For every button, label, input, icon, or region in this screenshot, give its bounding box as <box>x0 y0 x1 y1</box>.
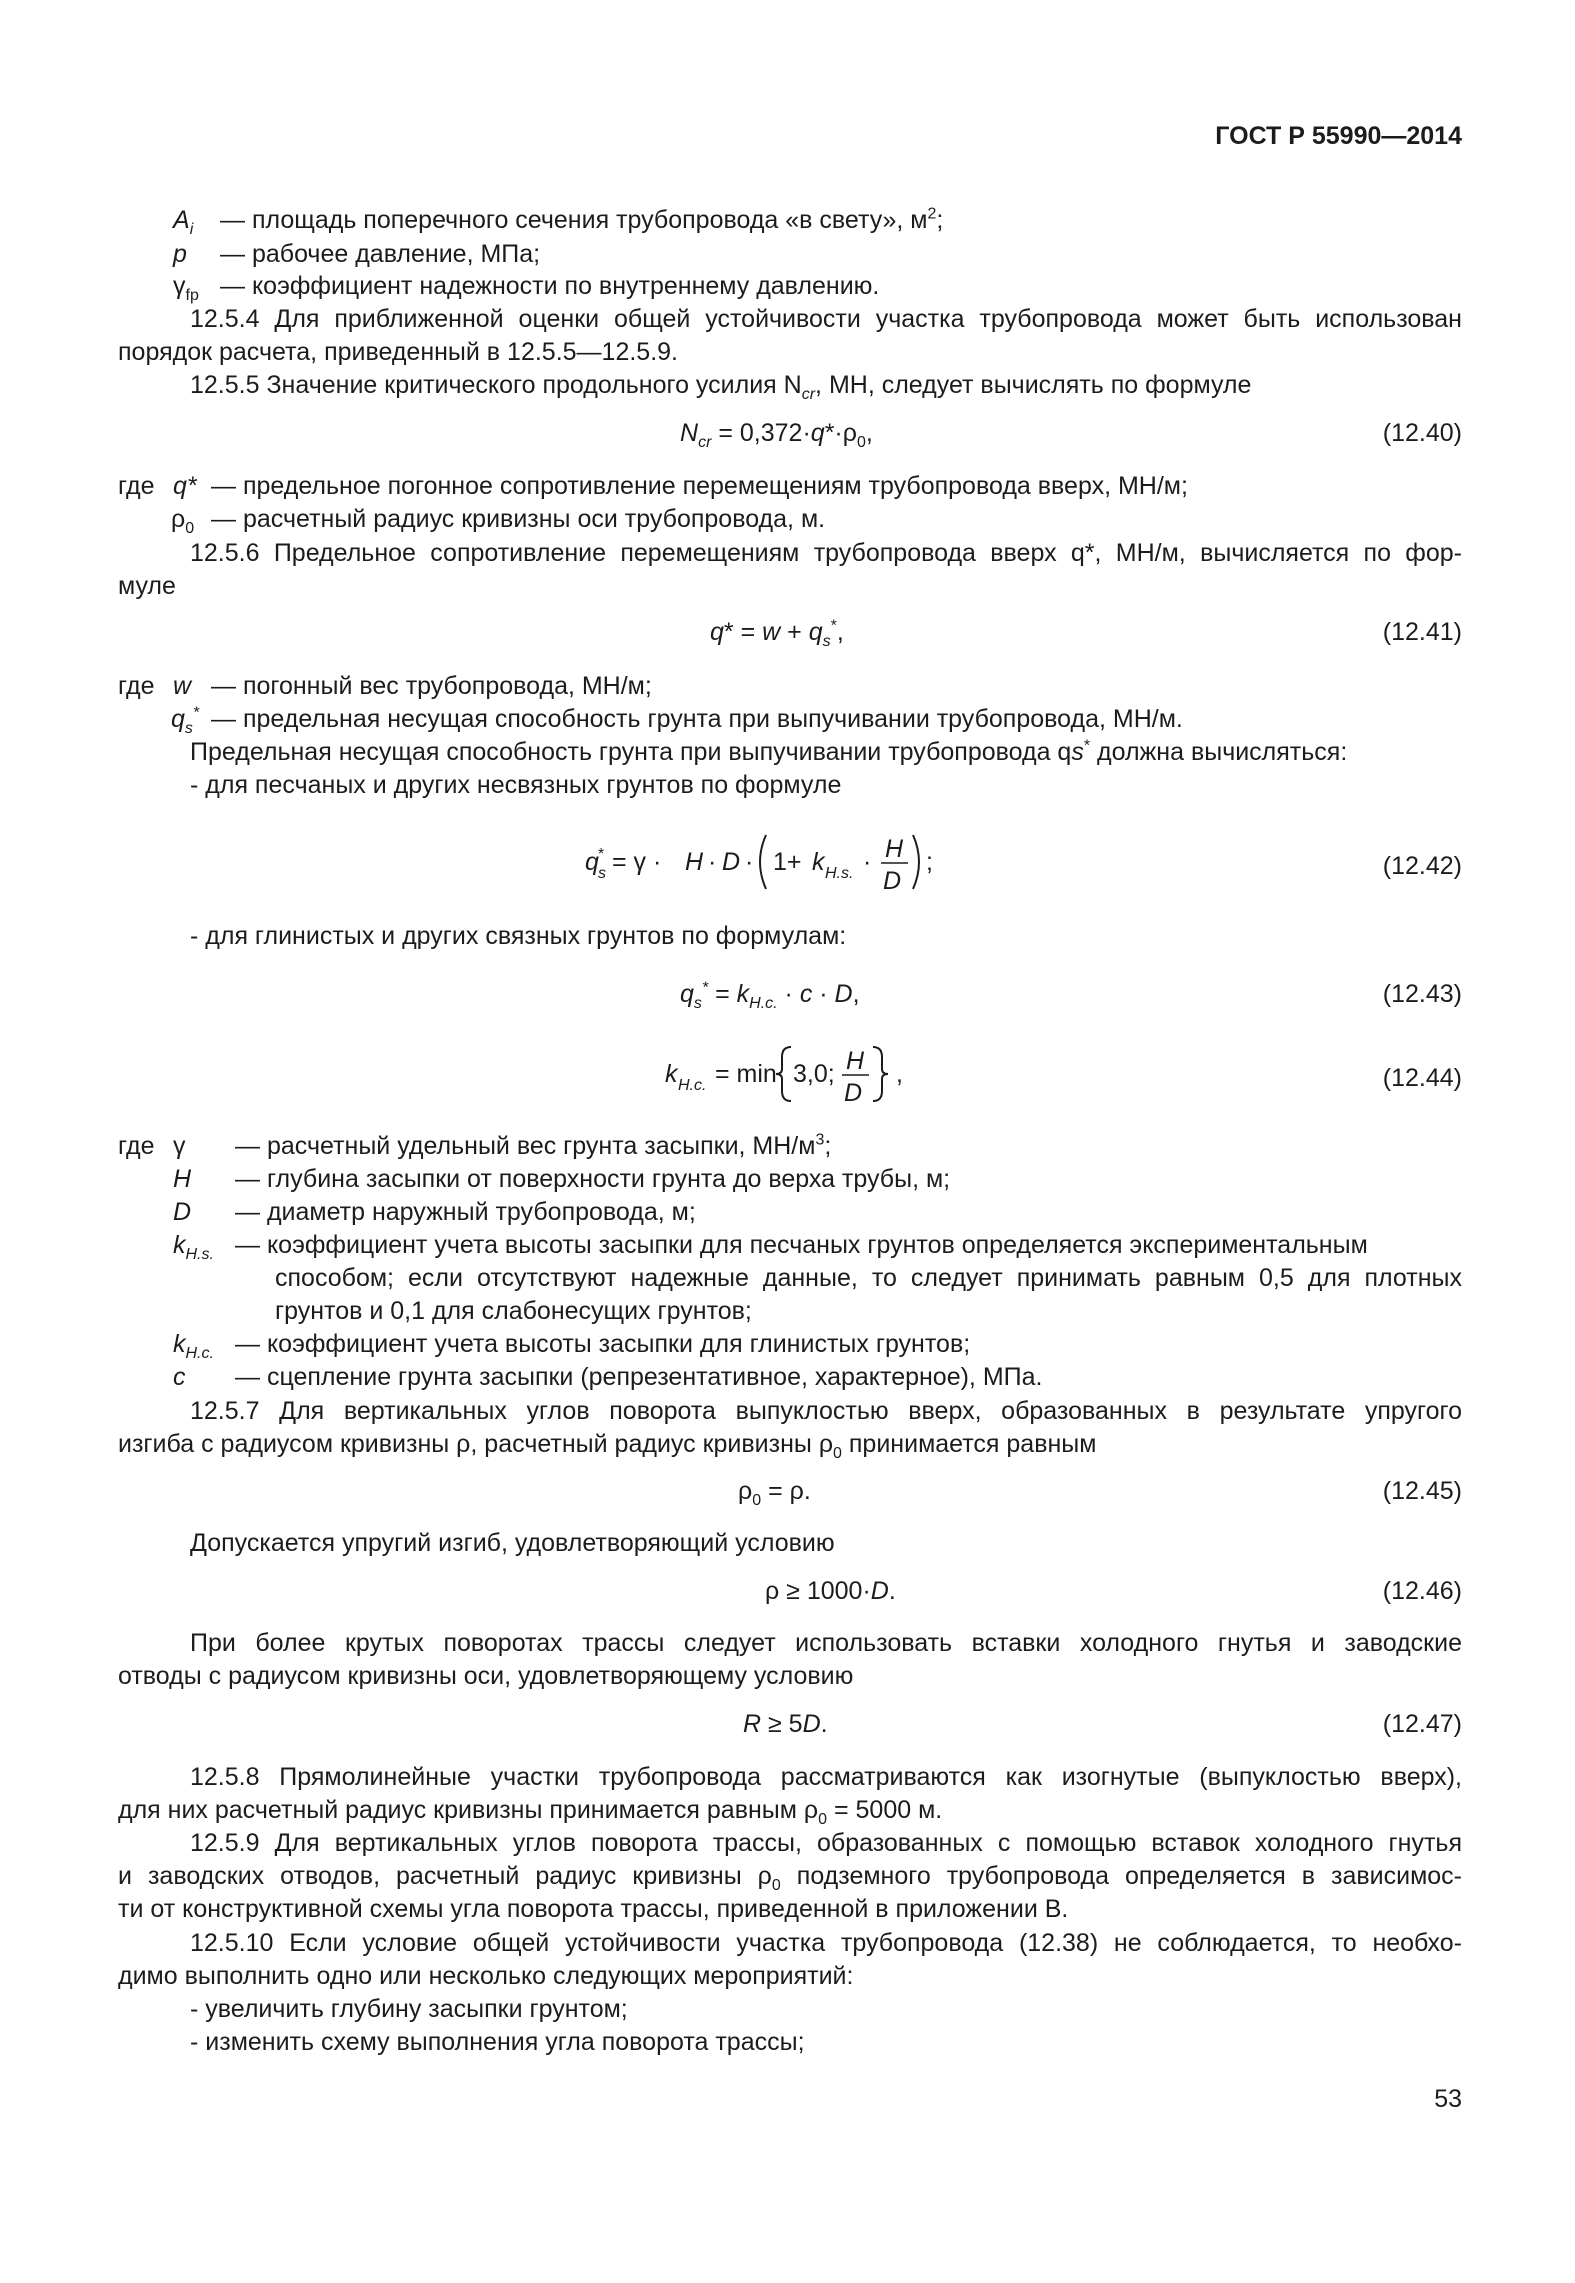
para-12-5-9-line2: и заводских отводов, расчетный радиус кривизны $\rho_0$ подземного трубопровода определяется в зависимос- <box>118 1862 1462 1894</box>
number: 12.44 <box>1391 1064 1454 1092</box>
symbol: A <box>173 206 190 234</box>
definition-text: — рабочее давление, МПа; <box>220 240 541 268</box>
equation-number: (12.44) <box>1382 1064 1462 1092</box>
number: 12.46 <box>1391 1577 1454 1605</box>
svg-text:H.s.: H.s. <box>825 865 854 882</box>
para-allow: Допускается упругий изгиб, удовлетворяющий условию <box>190 1529 835 1557</box>
svg-text:D: D <box>722 848 741 876</box>
text: принимается равным <box>841 1430 1097 1458</box>
equation-number: (12.41) <box>1382 618 1462 646</box>
svg-text:,: , <box>896 1060 903 1088</box>
definition-text: — расчетный удельный вес грунта засыпки, МН/м <box>235 1132 816 1160</box>
svg-text:*: * <box>598 846 605 863</box>
svg-text:k: k <box>665 1060 678 1088</box>
text: = 5000 м. <box>827 1796 943 1824</box>
svg-text:3,0;: 3,0; <box>793 1060 835 1088</box>
text: подземного трубопровода определяется в зависимос- <box>780 1862 1462 1890</box>
definition-text: — расчетный радиус кривизны оси трубопровода, м. <box>211 505 826 533</box>
para-12-5-7-line1: 12.5.7 Для вертикальных углов поворота выпуклостью вверх, образованных в результате упругого <box>190 1397 1462 1425</box>
para-12-5-10-line2: димо выполнить одно или несколько следующих мероприятий: <box>118 1962 854 1990</box>
symbol: γ <box>173 272 186 300</box>
text: Предельная несущая способность грунта при выпучивании трубопровода q <box>190 738 1072 766</box>
para-steep-line1: При более крутых поворотах трассы следует использовать вставки холодного гнутья и заводские <box>190 1629 1462 1657</box>
symbol: p <box>173 240 187 268</box>
svg-text:·: · <box>863 848 872 876</box>
text: изгиба с радиусом кривизны ρ, расчетный радиус кривизны ρ <box>118 1430 834 1458</box>
def-gamma: где γ — расчетный удельный вес грунта засыпки, $МН/м^3$; <box>118 1131 832 1160</box>
equation-number: (12.40) <box>1382 419 1462 447</box>
text: должна вычисляться: <box>1097 738 1348 766</box>
svg-text:s: s <box>598 865 606 882</box>
equation-number: (12.45) <box>1382 1477 1462 1505</box>
svg-text:H.c.: H.c. <box>678 1077 707 1094</box>
definition-text: — предельная несущая способность грунта при выпучивании трубопровода, МН/м. <box>211 705 1183 733</box>
def-q-star: где q* — предельное погонное сопротивление перемещениям трубопровода вверх, МН/м; <box>118 472 1188 500</box>
para-12-5-9-line3: ти от конструктивной схемы угла поворота трассы, приведенной в приложении В. <box>118 1895 1069 1923</box>
number: 12.45 <box>1391 1477 1454 1505</box>
def-gamma-fp <box>173 270 880 304</box>
svg-text:D: D <box>883 867 902 895</box>
equation-12-43: $q_s^* = k_{H.c.} \cdot c \cdot D$, <box>680 979 860 1012</box>
para-qs: Предельная несущая способность грунта при выпучивании трубопровода qs* должна вычисляться: <box>190 737 1348 766</box>
svg-text:1+: 1+ <box>773 848 802 876</box>
definition-text: — коэффициент надежности по внутреннему давлению. <box>220 272 880 300</box>
definition-text: — погонный вес трубопровода, МН/м; <box>211 672 652 700</box>
text: , МН, следует вычислять по формуле <box>815 371 1252 399</box>
def-kHs-line3: грунтов и 0,1 для слабонесущих грунтов; <box>275 1297 752 1325</box>
svg-text:= γ ·: = γ · <box>612 848 662 876</box>
equation-12-42 <box>580 825 980 900</box>
para-12-5-7-line2: изгиба с радиусом кривизны ρ, расчетный радиус кривизны $\rho_0$ принимается равным <box>118 1430 1097 1462</box>
equation-number: (12.46) <box>1382 1577 1462 1605</box>
svg-text:q: q <box>585 848 599 876</box>
list-clay: - для глинистых и других связных грунтов по формулам: <box>190 922 847 950</box>
para-12-5-8-line2: для них расчетный радиус кривизны принимается равным $\rho_0 = 5000$ м. <box>118 1796 943 1828</box>
text: для них расчетный радиус кривизны принимается равным ρ <box>118 1796 819 1824</box>
subscript: cr <box>801 386 816 403</box>
number: 12.40 <box>1391 419 1454 447</box>
definition-text: — глубина засыпки от поверхности грунта до верха трубы, м; <box>235 1165 951 1193</box>
number: 12.43 <box>1391 980 1454 1008</box>
list-sand: - для песчаных и других несвязных грунтов по формуле <box>190 771 842 799</box>
text: и заводских отводов, расчетный радиус кривизны ρ <box>118 1862 772 1890</box>
page-number: 53 <box>1434 2085 1462 2113</box>
para-12-5-6-line1: 12.5.6 Предельное сопротивление перемещениям трубопровода вверх q*, МН/м, вычисляется по фор- <box>190 539 1462 567</box>
para-12-5-4-line2: порядок расчета, приведенный в 12.5.5—12.5.9. <box>118 338 678 366</box>
number: 12.47 <box>1391 1710 1454 1738</box>
equation-12-40: $N_{cr} = 0,372\cdot q*\cdot\rho_0$, <box>680 419 873 451</box>
where-label: где <box>118 1132 155 1160</box>
definition-text: — коэффициент учета высоты засыпки для глинистых грунтов; <box>235 1330 971 1358</box>
number: 12.42 <box>1391 852 1454 880</box>
subscript: i <box>189 221 194 238</box>
text: 12.5.5 Значение критического продольного усилия N <box>190 371 802 399</box>
svg-text:H: H <box>885 835 904 863</box>
svg-text:= min: = min <box>715 1060 777 1088</box>
svg-text:H: H <box>685 848 704 876</box>
equation-12-47: R ≥ 5D. <box>743 1710 828 1738</box>
para-12-5-9-line1: 12.5.9 Для вертикальных углов поворота трассы, образованных с помощью вставок холодного гнутья <box>190 1829 1462 1857</box>
svg-text:D: D <box>844 1079 863 1107</box>
svg-text:;: ; <box>926 848 933 876</box>
svg-text:H: H <box>846 1047 865 1075</box>
svg-text:·: · <box>708 848 717 876</box>
para-12-5-8-line1: 12.5.8 Прямолинейные участки трубопровода рассматриваются как изогнутые (выпуклостью вверх), <box>190 1763 1462 1791</box>
equation-number: (12.47) <box>1382 1710 1462 1738</box>
def-w: где w — погонный вес трубопровода, МН/м; <box>118 672 652 700</box>
where-label: где <box>118 472 155 500</box>
definition-text: — площадь поперечного сечения трубопровода «в свету», м <box>220 206 928 234</box>
para-12-5-4-line1: 12.5.4 Для приближенной оценки общей устойчивости участка трубопровода может быть использован <box>190 305 1462 333</box>
para-12-5-6-line2: муле <box>118 572 176 600</box>
para-12-5-5 <box>190 369 1251 401</box>
where-label: где <box>118 672 155 700</box>
document-header: ГОСТ Р 55990—2014 <box>1215 122 1462 150</box>
svg-text:k: k <box>812 848 825 876</box>
measure-item-1: - увеличить глубину засыпки грунтом; <box>190 1995 628 2023</box>
document-page: ГОСТ Р 55990—2014 $A_i$ — площадь поперечного сечения трубопровода «в свету», $м^2$; p — рабочее давление, МПа; $\gamma_{fp}$ — коэффициент надежности по внутреннему давлению. 12.5.4 Для приближенной оценки общей устойчивости участка трубопровода может быть использован порядок расчета, приведенный в 12.5.5—12.5.9. 12.5.5 Значение критического продольного усилия $N_{cr}$, МН, следует вычислять по формуле $N_{cr} = 0,372\cdot q*\cdot\rho_0$, (12.40) где q* — предельное погонное сопротивление перемещениям трубопровода вверх, МН/м; $\rho_0$ — расчетный радиус кривизны оси трубопровода, м. 12.5.6 Предельное сопротивление перемещениям трубопровода вверх q*, МН/м, вычисляется по фор- муле $q* = w + q_s^*$, (12.41) где w — погонный вес трубопровода, МН/м; $q_s^*$ — предельная несущая способность грунта при выпучивании трубопровода, МН/м. Предельная несущая способность грунта при выпучивании трубопровода qs* должна вычисляться: - для песчаных и других несвязных грунтов по формуле q s * = γ · H · D · 1+ k H.s. · H D ; (12.42) - для глинистых и других связных грунтов по формулам: $q_s^* = k_{H.c.} \cdot c \cdot D$, (12.43) k H.c. = min 3,0; H D , (12.44) где γ — расчетный удельный вес грунта засыпки, $МН/м^3$; H — глубина засыпки от поверхности грунта до верха трубы, м; D — диаметр наружный трубопровода, м; $k_{H.s.}$ — коэффициент учета высоты засыпки для песчаных грунтов определяется экспериментальным способом; если отсутствуют надежные данные, то следует принимать равным 0,5 для плотных грунтов и 0,1 для слабонесущих грунтов; $k_{H.c.}$ — коэффициент учета высоты засыпки для глинистых грунтов; c — сцепление грунта засыпки (репрезентативное, характерное), МПа. 12.5.7 Для вертикальных углов поворота выпуклостью вверх, образованных в результате упругого изгиба с радиусом кривизны ρ, расчетный радиус кривизны $\rho_0$ принимается равным $\rho_0 = \rho$. (12.45) Допускается упругий изгиб, удовлетворяющий условию ρ ≥ 1000·D. (12.46) При более крутых поворотах трассы следует использовать вставки холодного гнутья и заводские отводы с радиусом кривизны оси, удовлетворяющему условию R ≥ 5D. (12.47) 12.5.8 Прямолинейные участки трубопровода рассматриваются как изогнутые (выпуклостью вверх), для них расчетный радиус кривизны принимается равным $\rho_0 = 5000$ м. 12.5.9 Для вертикальных углов поворота трассы, образованных с помощью вставок холодного гнутья и заводских отводов, расчетный радиус кривизны $\rho_0$ подземного трубопровода определяется в зависимос- ти от конструктивной схемы угла поворота трассы, приведенной в приложении В. 12.5.10 Если условие общей устойчивости участка трубопровода (12.38) не соблюдается, то необхо- димо выполнить одно или несколько следующих мероприятий: - увеличить глубину засыпки грунтом; - изменить схему выполнения угла поворота трассы; 53 <box>118 122 1462 2113</box>
definition-text: — коэффициент учета высоты засыпки для песчаных грунтов определяется экспериментальным <box>235 1231 1368 1259</box>
def-p <box>173 238 541 270</box>
equation-12-41: $q* = w + q_s^*$, <box>710 617 844 650</box>
definition-text: — предельное погонное сопротивление перемещениям трубопровода вверх, МН/м; <box>211 472 1188 500</box>
para-steep-line2: отводы с радиусом кривизны оси, удовлетворяющему условию <box>118 1662 854 1690</box>
subscript: fp <box>185 287 199 304</box>
def-ai: $A_i$ — площадь поперечного сечения трубопровода «в свету», $м^2$; <box>173 205 944 238</box>
equation-number: (12.43) <box>1382 980 1462 1008</box>
number: 12.41 <box>1391 618 1454 646</box>
definition-text: — диаметр наружный трубопровода, м; <box>235 1198 696 1226</box>
para-12-5-10-line1: 12.5.10 Если условие общей устойчивости участка трубопровода (12.38) не соблюдается, то необхо- <box>190 1929 1462 1957</box>
definition-text: — сцепление грунта засыпки (репрезентативное, характерное), МПа. <box>235 1363 1043 1391</box>
equation-12-45: $\rho_0 = \rho$. <box>738 1477 811 1509</box>
equation-12-46: ρ ≥ 1000·D. <box>765 1577 896 1605</box>
equation-12-44 <box>660 1037 940 1112</box>
measure-item-2: - изменить схему выполнения угла поворота трассы; <box>190 2028 805 2056</box>
svg-text:·: · <box>745 848 754 876</box>
def-kHs-line2: способом; если отсутствуют надежные данные, то следует принимать равным 0,5 для плотных <box>275 1264 1462 1292</box>
equation-number: (12.42) <box>1382 852 1462 880</box>
